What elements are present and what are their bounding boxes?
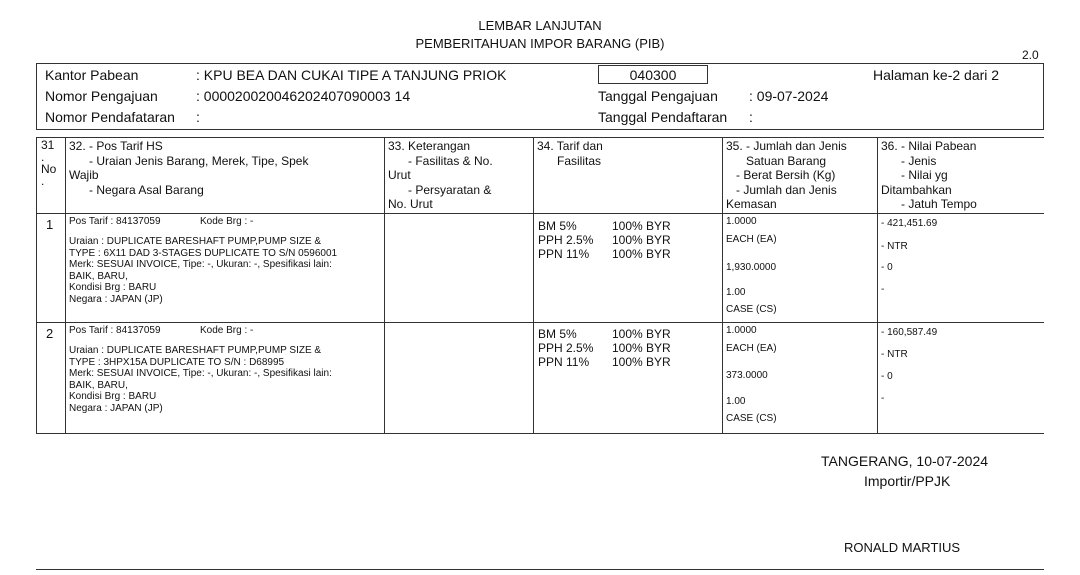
tgl-pengajuan-value: : 09-07-2024 (749, 88, 829, 104)
jumlah-satuan: 1.0000 (726, 325, 757, 336)
jenis-nilai: - NTR (881, 241, 908, 252)
kode-barang: Kode Brg : - (200, 216, 254, 227)
kantor-code: 040300 (629, 67, 677, 83)
pos-tarif: Pos Tarif : 84137059 (69, 325, 161, 336)
pendaftaran-value: : (196, 109, 200, 125)
tarif-value: 100% BYR (612, 233, 671, 247)
col-header-no: 31 . No . (41, 138, 57, 188)
signatory-name: RONALD MARTIUS (844, 540, 961, 555)
tarif-value: 100% BYR (612, 219, 671, 233)
document-title: LEMBAR LANJUTAN (478, 18, 602, 33)
berat-bersih: 1,930.0000 (726, 262, 777, 273)
kantor-label: Kantor Pabean (45, 67, 139, 83)
pendaftaran-label: Nomor Pendafataran (45, 109, 175, 125)
tarif-name: BM 5% (538, 327, 577, 341)
pengajuan-value: : 000020020046202407090003 14 (196, 88, 411, 104)
jumlah-kemasan: 1.00 (726, 396, 746, 407)
tarif-name: PPH 2.5% (538, 341, 594, 355)
nilai-pabean: - 421,451.69 (881, 218, 938, 229)
tarif-name: BM 5% (538, 219, 577, 233)
jenis-kemasan: CASE (CS) (726, 413, 777, 424)
berat-bersih: 373.0000 (726, 370, 768, 381)
tgl-pendaftaran-value: : (749, 109, 753, 125)
tarif-value: 100% BYR (612, 327, 671, 341)
nilai-ditambahkan: - 0 (881, 371, 893, 382)
uraian-barang: Uraian : DUPLICATE BARESHAFT PUMP,PUMP SIZE & TYPE : 3HPX15A DUPLICATE TO S/N : D68995 Merk: SESUAI INVOICE, Tipe: -, Ukuran: -, Spesifikasi lain: BAIK, BARU, Kondisi Brg : BARU Negara : JAPAN (JP) (69, 345, 332, 414)
nilai-ditambahkan: - 0 (881, 262, 893, 273)
document-subtitle: PEMBERITAHUAN IMPOR BARANG (PIB) (415, 36, 665, 51)
jenis-satuan: EACH (EA) (726, 343, 777, 354)
col-header-nilai: 36. - Nilai Pabean - Jenis - Nilai yg Ditambahkan - Jatuh Tempo (881, 139, 977, 211)
tarif-value: 100% BYR (612, 341, 671, 355)
uraian-barang: Uraian : DUPLICATE BARESHAFT PUMP,PUMP SIZE & TYPE : 6X11 DAD 3-STAGES DUPLICATE TO S/N 0596001 Merk: SESUAI INVOICE, Tipe: -, Ukuran: -, Spesifikasi lain: BAIK, BARU, Kondisi Brg : BARU Negara : JAPAN (JP) (69, 236, 338, 305)
jenis-satuan: EACH (EA) (726, 234, 777, 245)
tarif-name: PPH 2.5% (538, 233, 594, 247)
row-number: 2 (46, 326, 54, 341)
jumlah-satuan: 1.0000 (726, 216, 757, 227)
row-number: 1 (46, 217, 54, 232)
tgl-pengajuan-label: Tanggal Pengajuan (598, 88, 718, 104)
col-header-jumlah: 35. - Jumlah dan Jenis Satuan Barang - Berat Bersih (Kg) - Jumlah dan Jenis Kemasan (726, 139, 847, 211)
nilai-pabean: - 160,587.49 (881, 327, 938, 338)
jenis-kemasan: CASE (CS) (726, 304, 777, 315)
signature-place-date: TANGERANG, 10-07-2024 (821, 453, 989, 469)
kantor-value: : KPU BEA DAN CUKAI TIPE A TANJUNG PRIOK (196, 67, 507, 83)
jenis-nilai: - NTR (881, 349, 908, 360)
pos-tarif: Pos Tarif : 84137059 (69, 216, 161, 227)
tarif-value: 100% BYR (612, 247, 671, 261)
col-header-keterangan: 33. Keterangan - Fasilitas & No. Urut - Persyaratan & No. Urut (388, 139, 493, 211)
jatuh-tempo: - (881, 393, 885, 404)
jatuh-tempo: - (881, 284, 885, 295)
col-header-uraian: 32. - Pos Tarif HS - Uraian Jenis Barang, Merek, Tipe, Spek Wajib - Negara Asal Barang (69, 139, 309, 197)
page-indicator: Halaman ke-2 dari 2 (873, 67, 1000, 83)
tarif-list (538, 327, 671, 369)
bottom-divider (36, 569, 1044, 570)
tarif-name: PPN 11% (538, 247, 590, 261)
signature-role: Importir/PPJK (864, 473, 951, 489)
jumlah-kemasan: 1.00 (726, 287, 746, 298)
kode-barang: Kode Brg : - (200, 325, 254, 336)
tarif-value: 100% BYR (612, 355, 671, 369)
col-header-tarif: 34. Tarif dan Fasilitas (537, 139, 603, 168)
form-version: 2.0 (1022, 48, 1039, 62)
tarif-name: PPN 11% (538, 355, 590, 369)
pengajuan-label: Nomor Pengajuan (45, 88, 158, 104)
tarif-list (538, 219, 671, 261)
tgl-pendaftaran-label: Tanggal Pendaftaran (598, 109, 728, 125)
